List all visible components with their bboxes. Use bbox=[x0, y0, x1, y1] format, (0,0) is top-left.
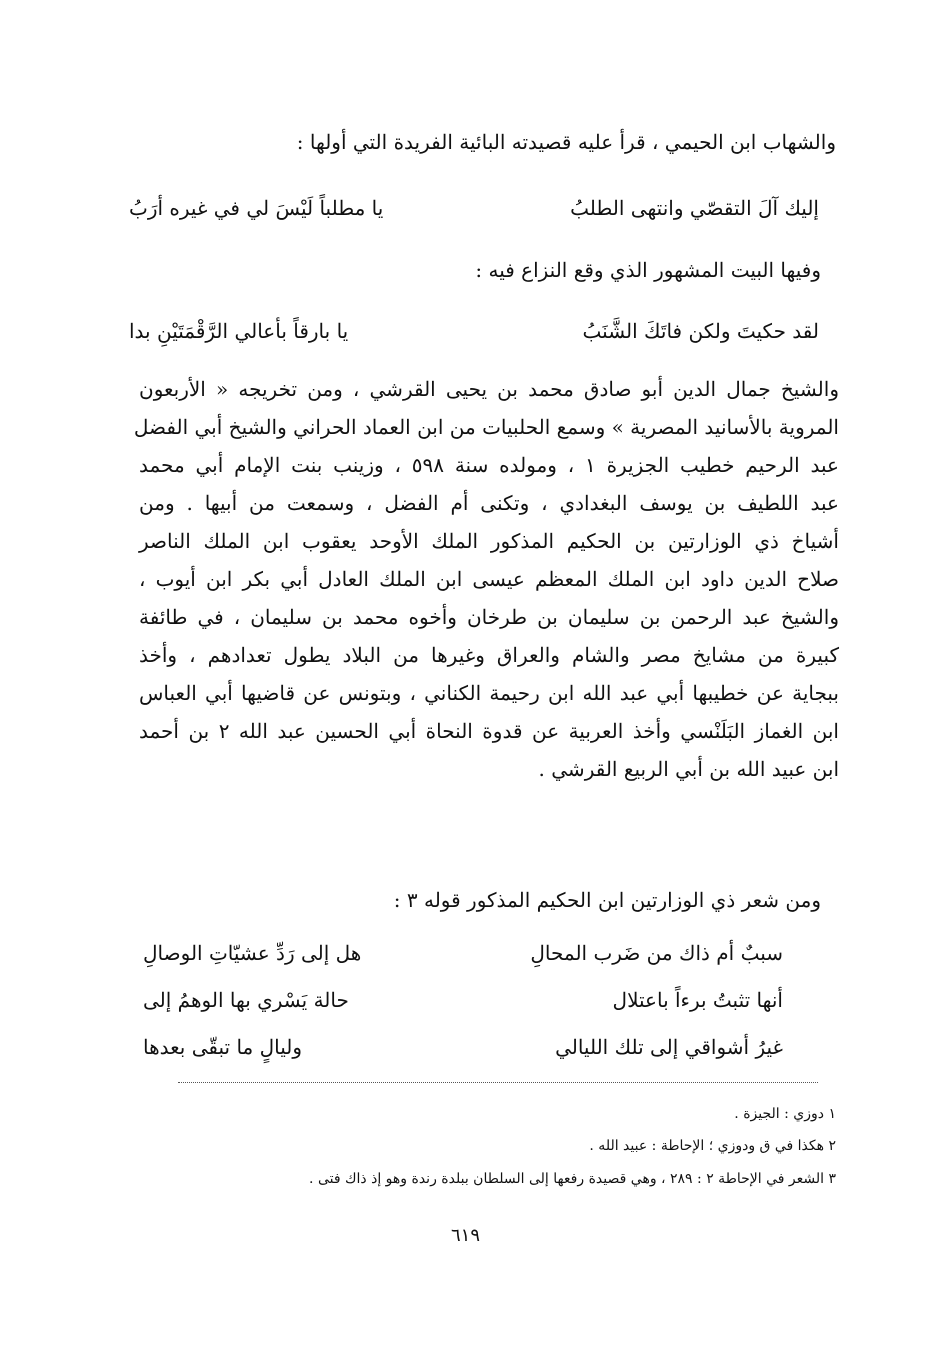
biography-paragraph bbox=[133, 370, 839, 788]
paragraph-line: والشيخ عبد الرحمن بن سليمان بن طرخان وأخوه محمد بن سليمان ، في طائفة bbox=[139, 605, 839, 629]
paragraph-line: كبيرة من مشايخ مصر والشام والعراق وغيرها من البلاد يطول تعدادهم ، وأخذ bbox=[139, 643, 839, 667]
poem-first-hemistich: حالة يَسْري بها الوهمُ إلى bbox=[143, 988, 349, 1012]
footnote: ١ دوزي : الجيزة . bbox=[734, 1106, 836, 1122]
poem-verse bbox=[143, 985, 783, 1015]
verse-first-hemistich: يا مطلباً لَيْسَ لي في غيره أرَبُ bbox=[129, 196, 384, 220]
verse-second-hemistich: لقد حكيتَ ولكن فاتَكَ الشَّنَبُ bbox=[582, 319, 819, 343]
verse-first-hemistich: يا بارقاً بأعالي الرَّقْمَتَيْنِ بدا bbox=[129, 319, 349, 343]
poem-intro: ومن شعر ذي الوزارتين ابن الحكيم المذكور قوله ٣ : bbox=[393, 888, 821, 912]
paragraph-line: عبد الرحيم خطيب الجزيرة ١ ، ومولده سنة ٥٩٨ ، وزينب بنت الإمام أبي محمد bbox=[139, 453, 839, 477]
poem-verse bbox=[143, 1032, 783, 1062]
paragraph-line: المروية بالأسانيد المصرية » وسمع الحلبيات من ابن العماد الحراني والشيخ أبي الفضل bbox=[133, 415, 839, 439]
paragraph-line: صلاح الدين داود ابن الملك المعظم عيسى ابن الملك العادل أبي بكر ابن أيوب ، bbox=[139, 567, 839, 591]
poem-first-hemistich: وليالٍ ما تبقّى بعدها bbox=[143, 1035, 303, 1059]
poem-second-hemistich: أنها تثبتُ برءاً باعتلال bbox=[612, 988, 783, 1012]
footnote-separator bbox=[178, 1082, 818, 1083]
intro-line: والشهاب ابن الحيمي ، قرأ عليه قصيدته البائية الفريدة التي أولها : bbox=[296, 130, 836, 154]
mid-line: وفيها البيت المشهور الذي وقع النزاع فيه : bbox=[475, 258, 821, 282]
poem-second-hemistich: غيرُ أشواقي إلى تلك الليالي bbox=[555, 1035, 783, 1059]
footnote: ٣ الشعر في الإحاطة ٢ : ٢٨٩ ، وهي قصيدة رفعها إلى السلطان ببلدة رندة وهو إذ ذاك فتى . bbox=[309, 1171, 836, 1187]
poem-second-hemistich: سببٌ أم ذاك من ضَرب المحالِ bbox=[530, 941, 783, 965]
poem-first-hemistich: هل إلى رَدِّ عشيّاتِ الوصالِ bbox=[143, 941, 362, 965]
verse-line bbox=[129, 193, 819, 223]
page-number: ٦١٩ bbox=[450, 1225, 480, 1246]
footnote: ٢ هكذا في ق ودوزي ؛ الإحاطة : عبيد الله . bbox=[589, 1138, 836, 1154]
paragraph-line: أشياخ ذي الوزارتين بن الحكيم المذكور الملك الأوحد يعقوب ابن الملك الناصر bbox=[139, 529, 839, 553]
verse-line bbox=[129, 316, 819, 346]
verse-second-hemistich: إليك آلَ التقصّي وانتهى الطلبُ bbox=[570, 196, 819, 220]
paragraph-line: ابن الغماز البَلَنْسي وأخذ العربية عن قدوة النحاة أبي الحسين عبد الله ٢ بن أحمد bbox=[139, 719, 839, 743]
paragraph-line: ببجاية عن خطيبها أبي عبد الله ابن رحيمة الكناني ، وبتونس عن قاضيها أبي العباس bbox=[139, 681, 839, 705]
poem-verse bbox=[143, 938, 783, 968]
paragraph-line: والشيخ جمال الدين أبو صادق محمد بن يحيى القرشي ، ومن تخريجه « الأربعون bbox=[139, 377, 839, 401]
paragraph-line: ابن عبيد الله بن أبي الربيع القرشي . bbox=[538, 757, 839, 781]
paragraph-line: عبد اللطيف بن يوسف البغدادي ، وتكنى أم الفضل ، وسمعت من أبيها . ومن bbox=[139, 491, 839, 515]
